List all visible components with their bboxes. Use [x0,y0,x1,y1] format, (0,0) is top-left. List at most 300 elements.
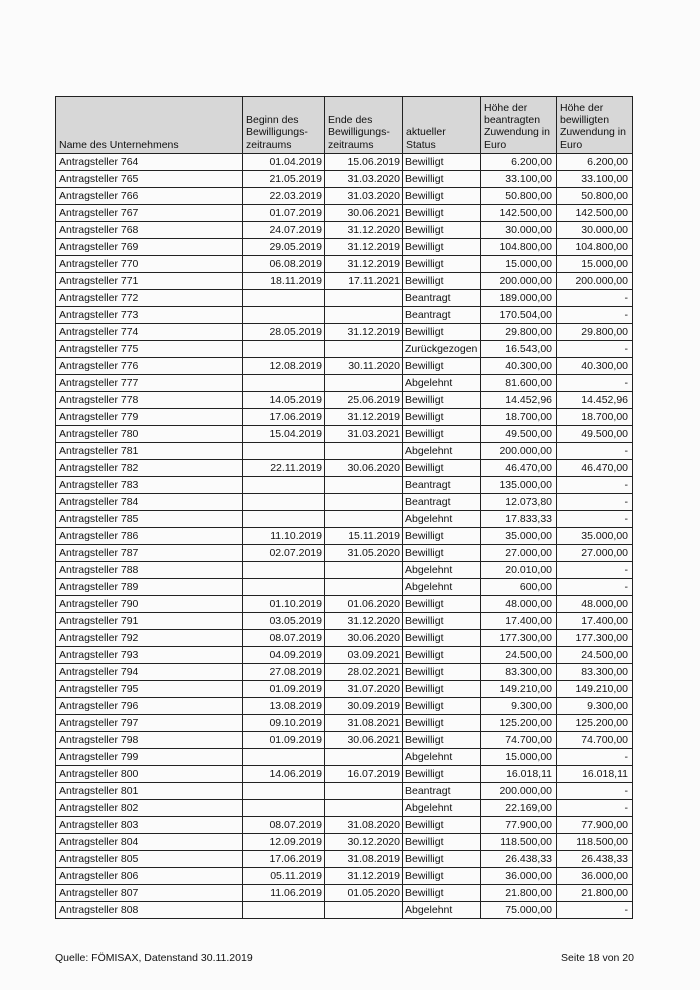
cell-approved-amount: 104.800,00 [557,239,633,256]
cell-requested-amount: 83.300,00 [481,664,557,681]
table-row [56,392,633,409]
cell-approved-amount: - [557,477,633,494]
cell-period-end [325,494,403,511]
cell-requested-amount: 177.300,00 [481,630,557,647]
table-row [56,885,633,902]
cell-company-name: Antragsteller 780 [56,426,243,443]
cell-period-begin: 11.10.2019 [243,528,325,545]
cell-requested-amount: 125.200,00 [481,715,557,732]
cell-company-name: Antragsteller 775 [56,341,243,358]
cell-approved-amount: - [557,307,633,324]
table-row [56,477,633,494]
cell-period-end: 03.09.2021 [325,647,403,664]
cell-period-end: 17.11.2021 [325,273,403,290]
cell-period-begin: 14.05.2019 [243,392,325,409]
table-row [56,817,633,834]
cell-period-begin [243,494,325,511]
cell-period-end: 01.06.2020 [325,596,403,613]
table-row [56,902,633,919]
cell-approved-amount: 14.452,96 [557,392,633,409]
cell-period-end: 31.08.2021 [325,715,403,732]
cell-status: Bewilligt [403,154,481,171]
cell-period-begin: 17.06.2019 [243,409,325,426]
cell-status: Bewilligt [403,171,481,188]
table-row [56,460,633,477]
table-row [56,715,633,732]
cell-approved-amount: 30.000,00 [557,222,633,239]
cell-requested-amount: 142.500,00 [481,205,557,222]
cell-period-begin [243,307,325,324]
table-row [56,273,633,290]
table-row [56,494,633,511]
cell-requested-amount: 17.833,33 [481,511,557,528]
table-row [56,834,633,851]
cell-status: Bewilligt [403,868,481,885]
cell-company-name: Antragsteller 802 [56,800,243,817]
cell-period-end: 31.07.2020 [325,681,403,698]
cell-approved-amount: 48.000,00 [557,596,633,613]
cell-period-begin: 11.06.2019 [243,885,325,902]
cell-period-begin [243,749,325,766]
cell-approved-amount: 118.500,00 [557,834,633,851]
cell-company-name: Antragsteller 791 [56,613,243,630]
cell-requested-amount: 189.000,00 [481,290,557,307]
cell-period-end: 30.12.2020 [325,834,403,851]
cell-period-begin [243,511,325,528]
cell-approved-amount: 50.800,00 [557,188,633,205]
cell-approved-amount: 49.500,00 [557,426,633,443]
cell-period-end: 30.06.2021 [325,205,403,222]
cell-period-end: 30.09.2019 [325,698,403,715]
cell-approved-amount: 125.200,00 [557,715,633,732]
table-body [56,154,633,919]
cell-period-end: 31.08.2020 [325,817,403,834]
cell-company-name: Antragsteller 767 [56,205,243,222]
grant-table [55,96,633,919]
cell-company-name: Antragsteller 803 [56,817,243,834]
cell-status: Bewilligt [403,698,481,715]
table-row [56,443,633,460]
cell-period-begin [243,800,325,817]
cell-period-end: 25.06.2019 [325,392,403,409]
header-requested-amount: Höhe der beantragten Zuwendung in Euro [481,97,557,154]
cell-requested-amount: 135.000,00 [481,477,557,494]
table-row [56,222,633,239]
cell-company-name: Antragsteller 769 [56,239,243,256]
cell-requested-amount: 36.000,00 [481,868,557,885]
cell-approved-amount: - [557,375,633,392]
cell-requested-amount: 48.000,00 [481,596,557,613]
cell-period-begin: 27.08.2019 [243,664,325,681]
cell-period-begin: 01.04.2019 [243,154,325,171]
cell-requested-amount: 16.543,00 [481,341,557,358]
cell-company-name: Antragsteller 766 [56,188,243,205]
cell-company-name: Antragsteller 787 [56,545,243,562]
cell-requested-amount: 20.010,00 [481,562,557,579]
cell-period-begin: 01.07.2019 [243,205,325,222]
cell-status: Bewilligt [403,222,481,239]
cell-approved-amount: 74.700,00 [557,732,633,749]
cell-approved-amount: - [557,341,633,358]
table-row [56,375,633,392]
cell-requested-amount: 46.470,00 [481,460,557,477]
cell-period-end: 01.05.2020 [325,885,403,902]
cell-period-end: 15.06.2019 [325,154,403,171]
cell-period-begin: 24.07.2019 [243,222,325,239]
cell-approved-amount: 15.000,00 [557,256,633,273]
cell-status: Beantragt [403,307,481,324]
cell-approved-amount: - [557,511,633,528]
cell-approved-amount: - [557,562,633,579]
table-row [56,239,633,256]
table-row [56,290,633,307]
cell-period-begin: 02.07.2019 [243,545,325,562]
cell-period-end [325,375,403,392]
cell-period-end: 31.12.2020 [325,222,403,239]
cell-approved-amount: 17.400,00 [557,613,633,630]
cell-company-name: Antragsteller 805 [56,851,243,868]
cell-requested-amount: 33.100,00 [481,171,557,188]
cell-approved-amount: 177.300,00 [557,630,633,647]
cell-company-name: Antragsteller 801 [56,783,243,800]
cell-period-begin: 01.10.2019 [243,596,325,613]
cell-company-name: Antragsteller 807 [56,885,243,902]
cell-approved-amount: 6.200,00 [557,154,633,171]
cell-company-name: Antragsteller 792 [56,630,243,647]
cell-company-name: Antragsteller 776 [56,358,243,375]
table-row [56,868,633,885]
table-row [56,681,633,698]
header-row [56,97,633,154]
cell-period-begin: 01.09.2019 [243,732,325,749]
cell-status: Abgelehnt [403,443,481,460]
cell-requested-amount: 77.900,00 [481,817,557,834]
cell-requested-amount: 35.000,00 [481,528,557,545]
cell-requested-amount: 22.169,00 [481,800,557,817]
cell-approved-amount: 77.900,00 [557,817,633,834]
table-row [56,528,633,545]
cell-period-end [325,307,403,324]
cell-status: Bewilligt [403,256,481,273]
cell-status: Bewilligt [403,817,481,834]
cell-status: Bewilligt [403,766,481,783]
cell-period-begin: 09.10.2019 [243,715,325,732]
header-period-end: Ende des Bewilligungs-zeitraums [325,97,403,154]
cell-status: Bewilligt [403,188,481,205]
table-row [56,188,633,205]
cell-approved-amount: - [557,783,633,800]
cell-approved-amount: 200.000,00 [557,273,633,290]
header-company-name: Name des Unternehmens [56,97,243,154]
cell-status: Zurückgezogen [403,341,481,358]
table-row [56,409,633,426]
cell-company-name: Antragsteller 799 [56,749,243,766]
cell-requested-amount: 49.500,00 [481,426,557,443]
table-row [56,426,633,443]
cell-requested-amount: 149.210,00 [481,681,557,698]
cell-company-name: Antragsteller 788 [56,562,243,579]
cell-status: Bewilligt [403,851,481,868]
cell-approved-amount: 21.800,00 [557,885,633,902]
cell-requested-amount: 40.300,00 [481,358,557,375]
cell-requested-amount: 15.000,00 [481,256,557,273]
cell-approved-amount: 26.438,33 [557,851,633,868]
table-row [56,749,633,766]
cell-period-begin: 21.05.2019 [243,171,325,188]
table-row [56,171,633,188]
cell-requested-amount: 21.800,00 [481,885,557,902]
cell-requested-amount: 200.000,00 [481,443,557,460]
cell-status: Beantragt [403,494,481,511]
cell-status: Bewilligt [403,630,481,647]
cell-period-end: 30.06.2020 [325,460,403,477]
header-approved-amount: Höhe der bewilligten Zuwendung in Euro [557,97,633,154]
cell-approved-amount: - [557,902,633,919]
cell-requested-amount: 200.000,00 [481,783,557,800]
cell-status: Abgelehnt [403,579,481,596]
cell-period-begin: 01.09.2019 [243,681,325,698]
table-row [56,851,633,868]
cell-company-name: Antragsteller 778 [56,392,243,409]
cell-approved-amount: 9.300,00 [557,698,633,715]
cell-period-begin [243,341,325,358]
cell-period-begin [243,443,325,460]
cell-status: Abgelehnt [403,562,481,579]
cell-requested-amount: 104.800,00 [481,239,557,256]
cell-approved-amount: 29.800,00 [557,324,633,341]
cell-requested-amount: 6.200,00 [481,154,557,171]
cell-status: Bewilligt [403,273,481,290]
cell-period-end [325,902,403,919]
table-row [56,324,633,341]
cell-company-name: Antragsteller 806 [56,868,243,885]
cell-requested-amount: 12.073,80 [481,494,557,511]
cell-company-name: Antragsteller 765 [56,171,243,188]
cell-period-end: 31.12.2019 [325,239,403,256]
cell-period-end [325,800,403,817]
cell-period-end: 31.12.2019 [325,409,403,426]
cell-approved-amount: 35.000,00 [557,528,633,545]
cell-company-name: Antragsteller 794 [56,664,243,681]
page-number: Seite 18 von 20 [561,952,634,964]
cell-period-begin [243,477,325,494]
cell-approved-amount: 27.000,00 [557,545,633,562]
cell-approved-amount: - [557,443,633,460]
table-row [56,596,633,613]
cell-period-begin: 13.08.2019 [243,698,325,715]
cell-period-end [325,341,403,358]
cell-status: Beantragt [403,783,481,800]
cell-period-end: 15.11.2019 [325,528,403,545]
cell-approved-amount: 33.100,00 [557,171,633,188]
cell-requested-amount: 170.504,00 [481,307,557,324]
cell-approved-amount: 149.210,00 [557,681,633,698]
table-row [56,358,633,375]
cell-company-name: Antragsteller 796 [56,698,243,715]
table-row [56,154,633,171]
cell-period-begin: 12.08.2019 [243,358,325,375]
cell-period-begin: 08.07.2019 [243,630,325,647]
cell-period-begin: 15.04.2019 [243,426,325,443]
cell-period-end: 31.12.2019 [325,868,403,885]
source-note: Quelle: FÖMISAX, Datenstand 30.11.2019 [55,952,253,964]
cell-period-end [325,749,403,766]
cell-company-name: Antragsteller 789 [56,579,243,596]
cell-company-name: Antragsteller 771 [56,273,243,290]
cell-company-name: Antragsteller 800 [56,766,243,783]
cell-period-begin: 17.06.2019 [243,851,325,868]
table-row [56,562,633,579]
cell-requested-amount: 50.800,00 [481,188,557,205]
cell-period-begin: 22.11.2019 [243,460,325,477]
cell-period-end [325,562,403,579]
table-row [56,511,633,528]
cell-period-begin: 06.08.2019 [243,256,325,273]
table-row [56,205,633,222]
cell-status: Bewilligt [403,715,481,732]
cell-company-name: Antragsteller 773 [56,307,243,324]
cell-approved-amount: 24.500,00 [557,647,633,664]
cell-company-name: Antragsteller 772 [56,290,243,307]
cell-approved-amount: 83.300,00 [557,664,633,681]
cell-company-name: Antragsteller 764 [56,154,243,171]
table-row [56,307,633,324]
table-row [56,341,633,358]
cell-requested-amount: 16.018,11 [481,766,557,783]
cell-company-name: Antragsteller 774 [56,324,243,341]
cell-company-name: Antragsteller 770 [56,256,243,273]
cell-approved-amount: 40.300,00 [557,358,633,375]
cell-requested-amount: 75.000,00 [481,902,557,919]
cell-requested-amount: 24.500,00 [481,647,557,664]
cell-company-name: Antragsteller 782 [56,460,243,477]
cell-period-begin: 18.11.2019 [243,273,325,290]
cell-period-end: 28.02.2021 [325,664,403,681]
cell-approved-amount: 36.000,00 [557,868,633,885]
cell-period-begin [243,375,325,392]
cell-status: Bewilligt [403,239,481,256]
cell-requested-amount: 81.600,00 [481,375,557,392]
cell-period-end: 30.06.2020 [325,630,403,647]
cell-period-begin [243,579,325,596]
cell-company-name: Antragsteller 777 [56,375,243,392]
table-row [56,256,633,273]
cell-period-end: 30.11.2020 [325,358,403,375]
cell-status: Bewilligt [403,613,481,630]
table-row [56,613,633,630]
cell-period-end: 31.05.2020 [325,545,403,562]
cell-period-begin: 08.07.2019 [243,817,325,834]
cell-status: Bewilligt [403,664,481,681]
cell-approved-amount: - [557,800,633,817]
cell-status: Bewilligt [403,885,481,902]
cell-approved-amount: 16.018,11 [557,766,633,783]
cell-approved-amount: 142.500,00 [557,205,633,222]
cell-company-name: Antragsteller 786 [56,528,243,545]
cell-approved-amount: - [557,290,633,307]
cell-period-begin: 14.06.2019 [243,766,325,783]
cell-period-end: 31.12.2020 [325,613,403,630]
cell-status: Bewilligt [403,324,481,341]
cell-requested-amount: 15.000,00 [481,749,557,766]
cell-period-begin [243,290,325,307]
table-row [56,630,633,647]
cell-status: Bewilligt [403,392,481,409]
cell-period-end [325,477,403,494]
cell-company-name: Antragsteller 784 [56,494,243,511]
cell-status: Abgelehnt [403,511,481,528]
cell-status: Bewilligt [403,681,481,698]
table-row [56,698,633,715]
table-row [56,664,633,681]
cell-status: Abgelehnt [403,749,481,766]
cell-company-name: Antragsteller 793 [56,647,243,664]
cell-period-begin: 28.05.2019 [243,324,325,341]
cell-requested-amount: 14.452,96 [481,392,557,409]
header-status: aktueller Status [403,97,481,154]
table-row [56,800,633,817]
cell-period-begin: 12.09.2019 [243,834,325,851]
cell-company-name: Antragsteller 783 [56,477,243,494]
cell-status: Beantragt [403,477,481,494]
cell-status: Bewilligt [403,358,481,375]
cell-period-begin: 03.05.2019 [243,613,325,630]
cell-requested-amount: 9.300,00 [481,698,557,715]
cell-period-begin: 22.03.2019 [243,188,325,205]
cell-period-begin: 04.09.2019 [243,647,325,664]
cell-status: Bewilligt [403,647,481,664]
cell-company-name: Antragsteller 768 [56,222,243,239]
cell-period-end [325,579,403,596]
cell-period-begin [243,562,325,579]
cell-company-name: Antragsteller 798 [56,732,243,749]
cell-status: Bewilligt [403,528,481,545]
cell-company-name: Antragsteller 808 [56,902,243,919]
cell-status: Abgelehnt [403,902,481,919]
cell-status: Bewilligt [403,545,481,562]
cell-period-begin [243,902,325,919]
cell-approved-amount: 46.470,00 [557,460,633,477]
cell-status: Abgelehnt [403,375,481,392]
cell-period-begin: 29.05.2019 [243,239,325,256]
cell-period-end: 31.12.2019 [325,324,403,341]
cell-period-end [325,290,403,307]
cell-period-end: 30.06.2021 [325,732,403,749]
cell-period-end: 31.03.2020 [325,171,403,188]
cell-period-end [325,783,403,800]
header-period-begin: Beginn des Bewilligungs-zeitraums [243,97,325,154]
cell-period-end [325,511,403,528]
cell-status: Bewilligt [403,460,481,477]
cell-period-begin [243,783,325,800]
table-row [56,647,633,664]
cell-company-name: Antragsteller 790 [56,596,243,613]
cell-status: Abgelehnt [403,800,481,817]
cell-period-end: 31.03.2020 [325,188,403,205]
cell-company-name: Antragsteller 804 [56,834,243,851]
table-row [56,545,633,562]
cell-status: Bewilligt [403,596,481,613]
cell-requested-amount: 17.400,00 [481,613,557,630]
cell-requested-amount: 27.000,00 [481,545,557,562]
cell-company-name: Antragsteller 779 [56,409,243,426]
cell-requested-amount: 118.500,00 [481,834,557,851]
cell-period-end: 31.03.2021 [325,426,403,443]
cell-status: Bewilligt [403,834,481,851]
cell-requested-amount: 600,00 [481,579,557,596]
cell-company-name: Antragsteller 781 [56,443,243,460]
table-row [56,579,633,596]
